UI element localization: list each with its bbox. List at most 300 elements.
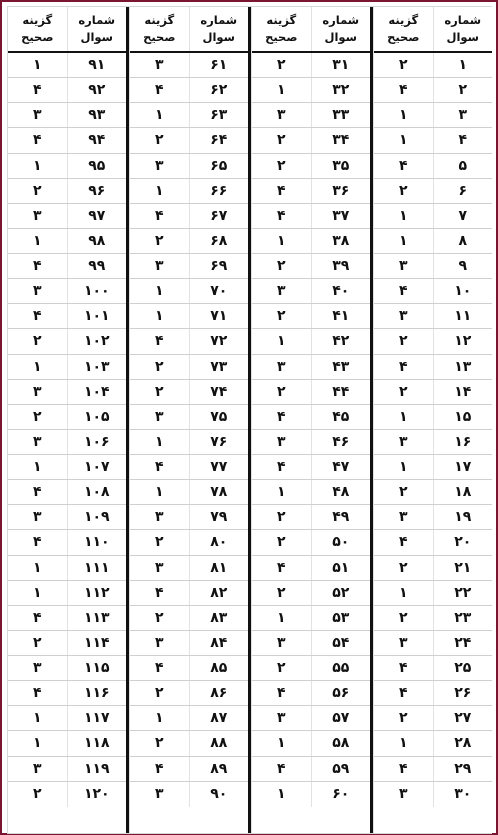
- correct-option-cell: ۴: [252, 757, 312, 781]
- correct-option-cell: ۲: [130, 606, 190, 630]
- answer-block-3: [129, 7, 251, 833]
- correct-option-cell: ۴: [130, 656, 190, 680]
- correct-option-cell: ۱: [252, 782, 312, 807]
- correct-option-cell: ۱: [252, 229, 312, 253]
- correct-option-cell: ۴: [374, 154, 434, 178]
- question-number-cell: ۲۵: [454, 660, 472, 677]
- table-row: [8, 254, 126, 279]
- question-number-cell: ۵۸: [332, 735, 350, 752]
- table-row: [8, 480, 126, 505]
- question-number-cell: ۱۴: [454, 383, 472, 400]
- question-number-cell: ۸۸: [210, 735, 228, 752]
- correct-option-cell: ۴: [8, 681, 68, 705]
- question-number-cell: ۳۷: [332, 207, 350, 224]
- table-row: [8, 53, 126, 78]
- table-row: [8, 757, 126, 782]
- correct-option-cell: ۴: [8, 606, 68, 630]
- table-row: [252, 505, 370, 530]
- table-row: [8, 229, 126, 254]
- question-number-cell: ۲۹: [454, 760, 472, 777]
- correct-option-cell: ۱: [374, 103, 434, 127]
- correct-option-cell: ۲: [374, 380, 434, 404]
- question-number-cell: ۴۲: [332, 333, 350, 350]
- question-number-cell: ۱۱: [454, 308, 472, 325]
- table-row: [130, 78, 248, 103]
- question-number-cell: ۱: [458, 57, 468, 74]
- correct-option-cell: ۱: [8, 581, 68, 605]
- correct-option-cell: ۴: [130, 581, 190, 605]
- correct-option-cell: ۲: [8, 782, 68, 807]
- question-number-cell: ۶۶: [210, 182, 228, 199]
- question-number-cell: ۷۹: [210, 509, 228, 526]
- question-number-cell: ۱۰۸: [83, 484, 110, 501]
- question-number-cell: ۶۷: [210, 207, 228, 224]
- table-row: [252, 204, 370, 229]
- question-number-cell: ۱۷: [454, 459, 472, 476]
- table-row: [374, 179, 492, 204]
- table-row: [8, 128, 126, 153]
- table-row: [8, 103, 126, 128]
- table-row: [130, 556, 248, 581]
- question-number-cell: ۱۱۸: [83, 735, 110, 752]
- table-row: [8, 681, 126, 706]
- question-number-cell: ۳۳: [332, 107, 350, 124]
- table-row: [374, 329, 492, 354]
- question-number-cell: ۶: [458, 182, 468, 199]
- table-row: [374, 254, 492, 279]
- question-number-cell: ۱۱۷: [83, 710, 110, 727]
- question-number-cell: ۸۱: [210, 559, 228, 576]
- table-row: [374, 606, 492, 631]
- correct-option-cell: ۴: [252, 681, 312, 705]
- correct-option-cell: ۱: [374, 731, 434, 755]
- answer-block-4: [7, 7, 129, 833]
- table-row: [252, 229, 370, 254]
- correct-option-cell: ۱: [8, 706, 68, 730]
- correct-option-cell: ۳: [252, 706, 312, 730]
- question-number-cell: ۲۸: [454, 735, 472, 752]
- question-number-cell: ۸: [458, 232, 468, 249]
- table-row: [374, 279, 492, 304]
- correct-option-header: گزینه صحیح: [8, 7, 68, 51]
- question-number-cell: ۵۶: [332, 685, 350, 702]
- question-number-cell: ۷: [458, 207, 468, 224]
- correct-option-cell: ۳: [252, 355, 312, 379]
- question-number-cell: ۵۲: [332, 584, 350, 601]
- table-row: [374, 380, 492, 405]
- table-row: [130, 631, 248, 656]
- table-row: [374, 355, 492, 380]
- table-row: [252, 455, 370, 480]
- correct-option-cell: ۱: [130, 279, 190, 303]
- header-row: [8, 7, 126, 53]
- question-number-cell: ۲: [458, 82, 468, 99]
- question-number-cell: ۵۳: [332, 609, 350, 626]
- table-row: [8, 731, 126, 756]
- table-row: [252, 782, 370, 807]
- header-row: [374, 7, 492, 53]
- correct-option-cell: ۴: [8, 530, 68, 554]
- correct-option-cell: ۲: [8, 631, 68, 655]
- correct-option-cell: ۳: [130, 154, 190, 178]
- table-row: [130, 254, 248, 279]
- correct-option-cell: ۲: [252, 581, 312, 605]
- correct-option-cell: ۲: [130, 731, 190, 755]
- table-row: [8, 179, 126, 204]
- question-number-cell: ۹۱: [88, 57, 106, 74]
- question-number-cell: ۸۰: [210, 534, 228, 551]
- question-number-cell: ۲۱: [454, 559, 472, 576]
- correct-option-cell: ۲: [252, 53, 312, 77]
- table-row: [252, 480, 370, 505]
- correct-option-cell: ۱: [374, 581, 434, 605]
- table-row: [252, 430, 370, 455]
- table-row: [8, 455, 126, 480]
- question-number-cell: ۱۹: [454, 509, 472, 526]
- correct-option-header: گزینه صحیح: [374, 7, 434, 51]
- answer-block-2: [251, 7, 373, 833]
- question-number-cell: ۶۲: [210, 82, 228, 99]
- table-row: [8, 631, 126, 656]
- question-number-cell: ۵۴: [332, 634, 350, 651]
- question-number-cell: ۶۵: [210, 157, 228, 174]
- correct-option-cell: ۲: [130, 229, 190, 253]
- correct-option-cell: ۳: [8, 380, 68, 404]
- question-number-cell: ۴۱: [332, 308, 350, 325]
- question-number-cell: ۴۰: [332, 283, 350, 300]
- correct-option-cell: ۳: [130, 53, 190, 77]
- question-number-cell: ۱۰۳: [83, 358, 110, 375]
- correct-option-cell: ۴: [374, 355, 434, 379]
- table-row: [8, 606, 126, 631]
- correct-option-cell: ۲: [374, 480, 434, 504]
- correct-option-cell: ۳: [8, 279, 68, 303]
- question-number-cell: ۱۰۰: [83, 283, 110, 300]
- correct-option-cell: ۱: [374, 128, 434, 152]
- question-number-cell: ۱۰۶: [83, 433, 110, 450]
- table-row: [130, 304, 248, 329]
- correct-option-cell: ۴: [374, 279, 434, 303]
- table-row: [130, 581, 248, 606]
- correct-option-cell: ۳: [374, 254, 434, 278]
- table-row: [130, 179, 248, 204]
- question-number-cell: ۴۵: [332, 408, 350, 425]
- table-row: [8, 380, 126, 405]
- table-row: [8, 304, 126, 329]
- table-row: [130, 380, 248, 405]
- table-row: [374, 78, 492, 103]
- question-number-cell: ۸۳: [210, 609, 228, 626]
- question-number-cell: ۱۰۵: [83, 408, 110, 425]
- table-row: [8, 782, 126, 807]
- correct-option-cell: ۴: [374, 78, 434, 102]
- table-row: [374, 556, 492, 581]
- question-number-cell: ۵۷: [332, 710, 350, 727]
- question-number-cell: ۹۲: [88, 82, 106, 99]
- question-number-header: شماره سوال: [78, 13, 116, 44]
- question-number-cell: ۴: [458, 132, 468, 149]
- question-number-cell: ۶۸: [210, 232, 228, 249]
- question-number-cell: ۳۹: [332, 258, 350, 275]
- question-number-cell: ۶۴: [210, 132, 228, 149]
- correct-option-cell: ۳: [8, 430, 68, 454]
- table-row: [374, 731, 492, 756]
- correct-option-cell: ۲: [252, 304, 312, 328]
- question-number-cell: ۷۶: [210, 433, 228, 450]
- question-number-cell: ۸۲: [210, 584, 228, 601]
- correct-option-cell: ۱: [252, 731, 312, 755]
- question-number-header: شماره سوال: [200, 13, 238, 44]
- question-number-cell: ۴۶: [332, 433, 350, 450]
- question-number-cell: ۱۰۴: [83, 383, 110, 400]
- table-row: [252, 681, 370, 706]
- question-number-cell: ۲۲: [454, 584, 472, 601]
- correct-option-cell: ۲: [374, 606, 434, 630]
- question-number-cell: ۷۴: [210, 383, 228, 400]
- correct-option-cell: ۲: [252, 505, 312, 529]
- table-row: [8, 154, 126, 179]
- question-number-cell: ۱۳: [454, 358, 472, 375]
- correct-option-cell: ۱: [130, 103, 190, 127]
- question-number-cell: ۱۶: [454, 433, 472, 450]
- question-number-cell: ۹۸: [88, 232, 106, 249]
- question-number-cell: ۸۶: [210, 685, 228, 702]
- question-number-cell: ۲۶: [454, 685, 472, 702]
- correct-option-cell: ۴: [130, 329, 190, 353]
- header-row: [130, 7, 248, 53]
- table-row: [8, 505, 126, 530]
- question-number-cell: ۲۴: [454, 634, 472, 651]
- question-number-cell: ۳۶: [332, 182, 350, 199]
- table-row: [8, 581, 126, 606]
- table-row: [8, 279, 126, 304]
- table-row: [252, 581, 370, 606]
- table-row: [130, 405, 248, 430]
- correct-option-cell: ۴: [8, 304, 68, 328]
- table-row: [8, 430, 126, 455]
- table-row: [130, 229, 248, 254]
- table-row: [8, 204, 126, 229]
- correct-option-cell: ۴: [130, 78, 190, 102]
- correct-option-cell: ۱: [130, 430, 190, 454]
- question-number-header: شماره سوال: [444, 13, 482, 44]
- question-number-cell: ۱۱۱: [83, 559, 110, 576]
- table-row: [374, 128, 492, 153]
- question-number-cell: ۷۲: [210, 333, 228, 350]
- question-number-cell: ۱۰۱: [83, 308, 110, 325]
- answer-block-1: [373, 7, 492, 833]
- correct-option-cell: ۲: [130, 355, 190, 379]
- correct-option-cell: ۱: [130, 304, 190, 328]
- correct-option-cell: ۱: [8, 355, 68, 379]
- table-row: [252, 179, 370, 204]
- correct-option-cell: ۳: [8, 656, 68, 680]
- question-number-cell: ۴۴: [332, 383, 350, 400]
- correct-option-cell: ۴: [374, 656, 434, 680]
- correct-option-header: گزینه صحیح: [252, 7, 312, 51]
- question-number-cell: ۳۰: [454, 786, 472, 803]
- table-row: [252, 757, 370, 782]
- correct-option-cell: ۲: [252, 380, 312, 404]
- question-number-cell: ۹۰: [210, 786, 228, 803]
- question-number-cell: ۸۹: [210, 760, 228, 777]
- question-number-cell: ۹۳: [88, 107, 106, 124]
- table-row: [252, 53, 370, 78]
- table-row: [374, 455, 492, 480]
- question-number-cell: ۱۰: [454, 283, 472, 300]
- question-number-cell: ۷۱: [210, 308, 228, 325]
- table-row: [252, 556, 370, 581]
- correct-option-cell: ۲: [252, 154, 312, 178]
- correct-option-cell: ۲: [252, 254, 312, 278]
- question-number-cell: ۱۰۲: [83, 333, 110, 350]
- table-row: [130, 606, 248, 631]
- question-number-cell: ۸۵: [210, 660, 228, 677]
- correct-option-cell: ۲: [8, 329, 68, 353]
- table-row: [374, 405, 492, 430]
- question-number-cell: ۳۴: [332, 132, 350, 149]
- correct-option-cell: ۱: [8, 229, 68, 253]
- correct-option-cell: ۲: [130, 380, 190, 404]
- question-number-cell: ۱۱۹: [83, 760, 110, 777]
- table-row: [130, 455, 248, 480]
- question-number-cell: ۶۳: [210, 107, 228, 124]
- table-row: [374, 782, 492, 807]
- header-row: [252, 7, 370, 53]
- question-number-cell: ۵۹: [332, 760, 350, 777]
- correct-option-cell: ۱: [130, 179, 190, 203]
- correct-option-cell: ۴: [252, 405, 312, 429]
- table-row: [374, 505, 492, 530]
- correct-option-header: گزینه صحیح: [130, 7, 190, 51]
- table-row: [130, 430, 248, 455]
- table-row: [252, 530, 370, 555]
- question-number-header: شماره سوال: [322, 13, 360, 44]
- correct-option-cell: ۳: [8, 757, 68, 781]
- table-row: [374, 631, 492, 656]
- correct-option-cell: ۴: [252, 556, 312, 580]
- table-row: [374, 757, 492, 782]
- correct-option-cell: ۱: [374, 204, 434, 228]
- question-number-cell: ۹۹: [88, 258, 106, 275]
- question-number-cell: ۷۳: [210, 358, 228, 375]
- question-number-cell: ۶۹: [210, 258, 228, 275]
- table-row: [374, 204, 492, 229]
- correct-option-cell: ۳: [130, 631, 190, 655]
- correct-option-cell: ۴: [374, 757, 434, 781]
- question-number-cell: ۵۰: [332, 534, 350, 551]
- correct-option-cell: ۳: [252, 430, 312, 454]
- question-number-cell: ۸۴: [210, 634, 228, 651]
- question-number-cell: ۶۰: [332, 786, 350, 803]
- correct-option-cell: ۴: [8, 254, 68, 278]
- correct-option-cell: ۳: [130, 782, 190, 807]
- table-row: [374, 103, 492, 128]
- correct-option-cell: ۴: [130, 455, 190, 479]
- correct-option-cell: ۲: [374, 706, 434, 730]
- correct-option-cell: ۱: [8, 556, 68, 580]
- table-row: [252, 731, 370, 756]
- table-row: [374, 430, 492, 455]
- correct-option-cell: ۴: [374, 681, 434, 705]
- question-number-cell: ۳۱: [332, 57, 350, 74]
- question-number-cell: ۹۷: [88, 207, 106, 224]
- correct-option-cell: ۲: [8, 405, 68, 429]
- question-number-cell: ۱۱۰: [83, 534, 110, 551]
- table-row: [374, 53, 492, 78]
- table-row: [8, 355, 126, 380]
- question-number-cell: ۷۷: [210, 459, 228, 476]
- table-row: [130, 329, 248, 354]
- correct-option-cell: ۲: [374, 179, 434, 203]
- table-row: [252, 304, 370, 329]
- table-row: [252, 254, 370, 279]
- question-number-cell: ۴۳: [332, 358, 350, 375]
- question-number-cell: ۳: [458, 107, 468, 124]
- correct-option-cell: ۲: [130, 530, 190, 554]
- table-row: [130, 681, 248, 706]
- correct-option-cell: ۳: [374, 430, 434, 454]
- correct-option-cell: ۴: [252, 204, 312, 228]
- question-number-cell: ۳۵: [332, 157, 350, 174]
- correct-option-cell: ۴: [374, 530, 434, 554]
- question-number-cell: ۱۲۰: [83, 786, 110, 803]
- correct-option-cell: ۳: [8, 103, 68, 127]
- correct-option-cell: ۱: [130, 706, 190, 730]
- table-row: [130, 103, 248, 128]
- table-row: [130, 530, 248, 555]
- table-row: [130, 505, 248, 530]
- correct-option-cell: ۴: [252, 455, 312, 479]
- table-row: [130, 782, 248, 807]
- table-row: [130, 128, 248, 153]
- table-row: [252, 405, 370, 430]
- question-number-cell: ۹۶: [88, 182, 106, 199]
- answer-key-table: [7, 6, 492, 834]
- question-number-cell: ۷۸: [210, 484, 228, 501]
- table-row: [252, 154, 370, 179]
- correct-option-cell: ۴: [130, 204, 190, 228]
- question-number-cell: ۱۱۳: [83, 609, 110, 626]
- question-number-cell: ۳۲: [332, 82, 350, 99]
- table-row: [8, 656, 126, 681]
- correct-option-cell: ۱: [374, 229, 434, 253]
- question-number-cell: ۱۰۹: [83, 509, 110, 526]
- correct-option-cell: ۳: [8, 505, 68, 529]
- question-number-cell: ۴۷: [332, 459, 350, 476]
- correct-option-cell: ۴: [8, 128, 68, 152]
- question-number-cell: ۲۰: [454, 534, 472, 551]
- question-number-cell: ۷۰: [210, 283, 228, 300]
- table-row: [130, 355, 248, 380]
- correct-option-cell: ۴: [8, 480, 68, 504]
- table-row: [252, 355, 370, 380]
- question-number-cell: ۱۱۵: [83, 660, 110, 677]
- correct-option-cell: ۲: [374, 53, 434, 77]
- correct-option-cell: ۱: [130, 480, 190, 504]
- table-row: [374, 304, 492, 329]
- table-row: [374, 229, 492, 254]
- correct-option-cell: ۱: [8, 731, 68, 755]
- question-number-cell: ۹۵: [88, 157, 106, 174]
- correct-option-cell: ۲: [130, 681, 190, 705]
- correct-option-cell: ۳: [130, 254, 190, 278]
- table-row: [374, 681, 492, 706]
- question-number-cell: ۵۱: [332, 559, 350, 576]
- question-number-cell: ۹: [458, 258, 468, 275]
- question-number-cell: ۴۸: [332, 484, 350, 501]
- question-number-cell: ۱۱۲: [83, 584, 110, 601]
